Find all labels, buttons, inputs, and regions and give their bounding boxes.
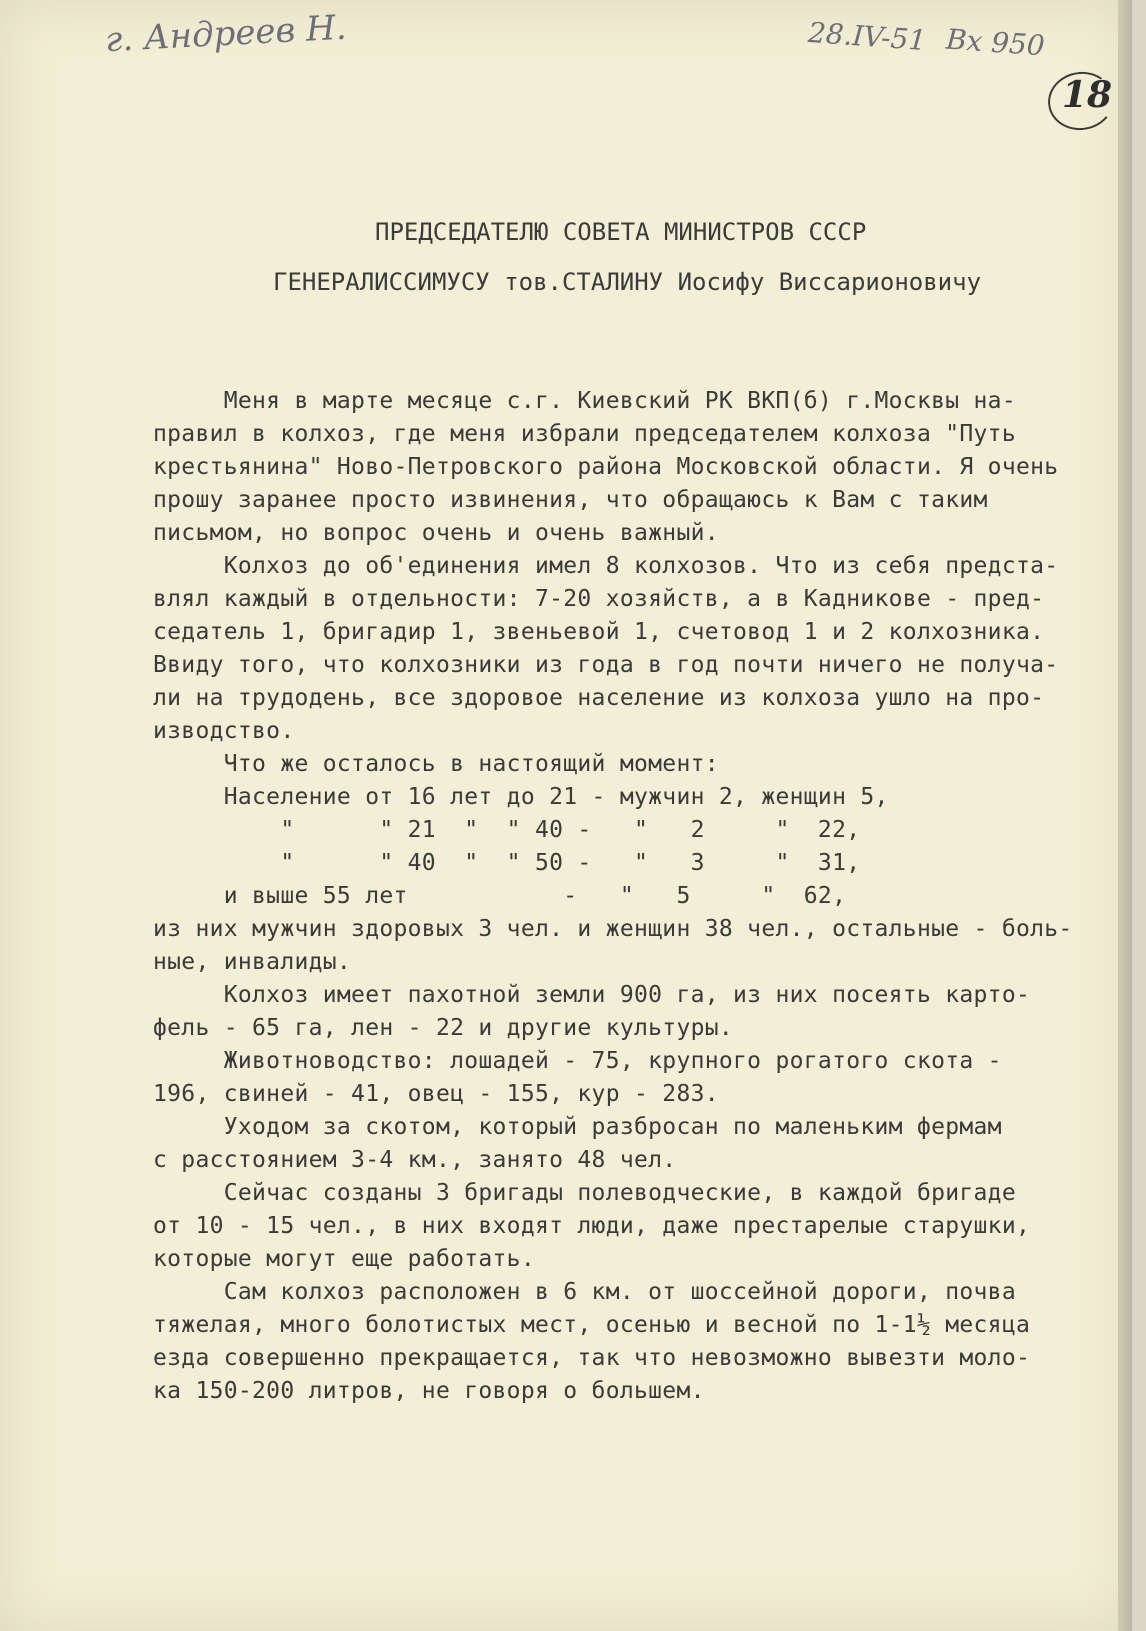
addressee-line-2: ГЕНЕРАЛИССИМУСУ тов.СТАЛИНУ Иосифу Виссарионовичу bbox=[273, 268, 982, 296]
text-line: Меня в марте месяце с.г. Киевский РК ВКП(б) г.Москвы на- bbox=[153, 388, 1016, 414]
text-line: Население от 16 лет до 21 - мужчин 2, женщин 5, bbox=[153, 784, 889, 810]
text-line: 196, свиней - 41, овец - 155, кур - 283. bbox=[153, 1081, 719, 1107]
text-line: ли на трудодень, все здоровое население из колхоза ушло на про- bbox=[153, 685, 1045, 711]
text-line: седатель 1, бригадир 1, звеньевой 1, счетовод 1 и 2 колхозника. bbox=[153, 619, 1045, 645]
text-line: Уходом за скотом, который разбросан по маленьким фермам bbox=[153, 1114, 1002, 1140]
letter-body bbox=[153, 385, 1123, 1408]
text-line: ка 150-200 литров, не говоря о большем. bbox=[153, 1378, 705, 1404]
text-line: Колхоз до об'единения имел 8 колхозов. Что из себя предста- bbox=[153, 553, 1059, 579]
handwritten-reference: Вх 950 bbox=[944, 22, 1046, 63]
text-line: и выше 55 лет - " 5 " 62, bbox=[153, 883, 847, 909]
text-line: езда совершенно прекращается, так что невозможно вывезти моло- bbox=[153, 1345, 1031, 1371]
text-line: ные, инвалиды. bbox=[153, 949, 352, 975]
text-line: Сейчас созданы 3 бригады полеводческие, в каждой бригаде bbox=[153, 1180, 1016, 1206]
handwritten-date: 28.IV-51 bbox=[806, 15, 928, 58]
handwritten-name-note: г. Андреев Н. bbox=[104, 7, 348, 61]
text-line: из них мужчин здоровых 3 чел. и женщин 38 чел., остальные - боль- bbox=[153, 916, 1073, 942]
text-line: правил в колхоз, где меня избрали председателем колхоза "Путь bbox=[153, 421, 1016, 447]
text-line: изводство. bbox=[153, 718, 295, 744]
text-line: письмом, но вопрос очень и очень важный. bbox=[153, 520, 719, 546]
text-line: Что же осталось в настоящий момент: bbox=[153, 751, 719, 777]
text-line: от 10 - 15 чел., в них входят люди, даже престарелые старушки, bbox=[153, 1213, 1031, 1239]
text-line: влял каждый в отдельности: 7-20 хозяйств, а в Кадникове - пред- bbox=[153, 586, 1045, 612]
text-line: Сам колхоз расположен в 6 км. от шоссейной дороги, почва bbox=[153, 1279, 1016, 1305]
text-line: тяжелая, много болотистых мест, осенью и весной по 1-1½ месяца bbox=[153, 1312, 1031, 1338]
text-line: с расстоянием 3-4 км., занято 48 чел. bbox=[153, 1147, 677, 1173]
text-line: фель - 65 га, лен - 22 и другие культуры. bbox=[153, 1015, 734, 1041]
addressee-line-1: ПРЕДСЕДАТЕЛЮ СОВЕТА МИНИСТРОВ СССР bbox=[375, 218, 867, 246]
text-line: Животноводство: лошадей - 75, крупного рогатого скота - bbox=[153, 1048, 1002, 1074]
text-line: Ввиду того, что колхозники из года в год почти ничего не получа- bbox=[153, 652, 1059, 678]
text-line: Колхоз имеет пахотной земли 900 га, из них посеять карто- bbox=[153, 982, 1031, 1008]
text-line: " " 40 " " 50 - " 3 " 31, bbox=[153, 850, 861, 876]
text-line: которые могут еще работать. bbox=[153, 1246, 535, 1272]
text-line: " " 21 " " 40 - " 2 " 22, bbox=[153, 817, 861, 843]
text-line: крестьянина" Ново-Петровского района Московской области. Я очень bbox=[153, 454, 1059, 480]
page-number: 18 bbox=[1062, 74, 1113, 116]
text-line: прошу заранее просто извинения, что обращаюсь к Вам с таким bbox=[153, 487, 988, 513]
